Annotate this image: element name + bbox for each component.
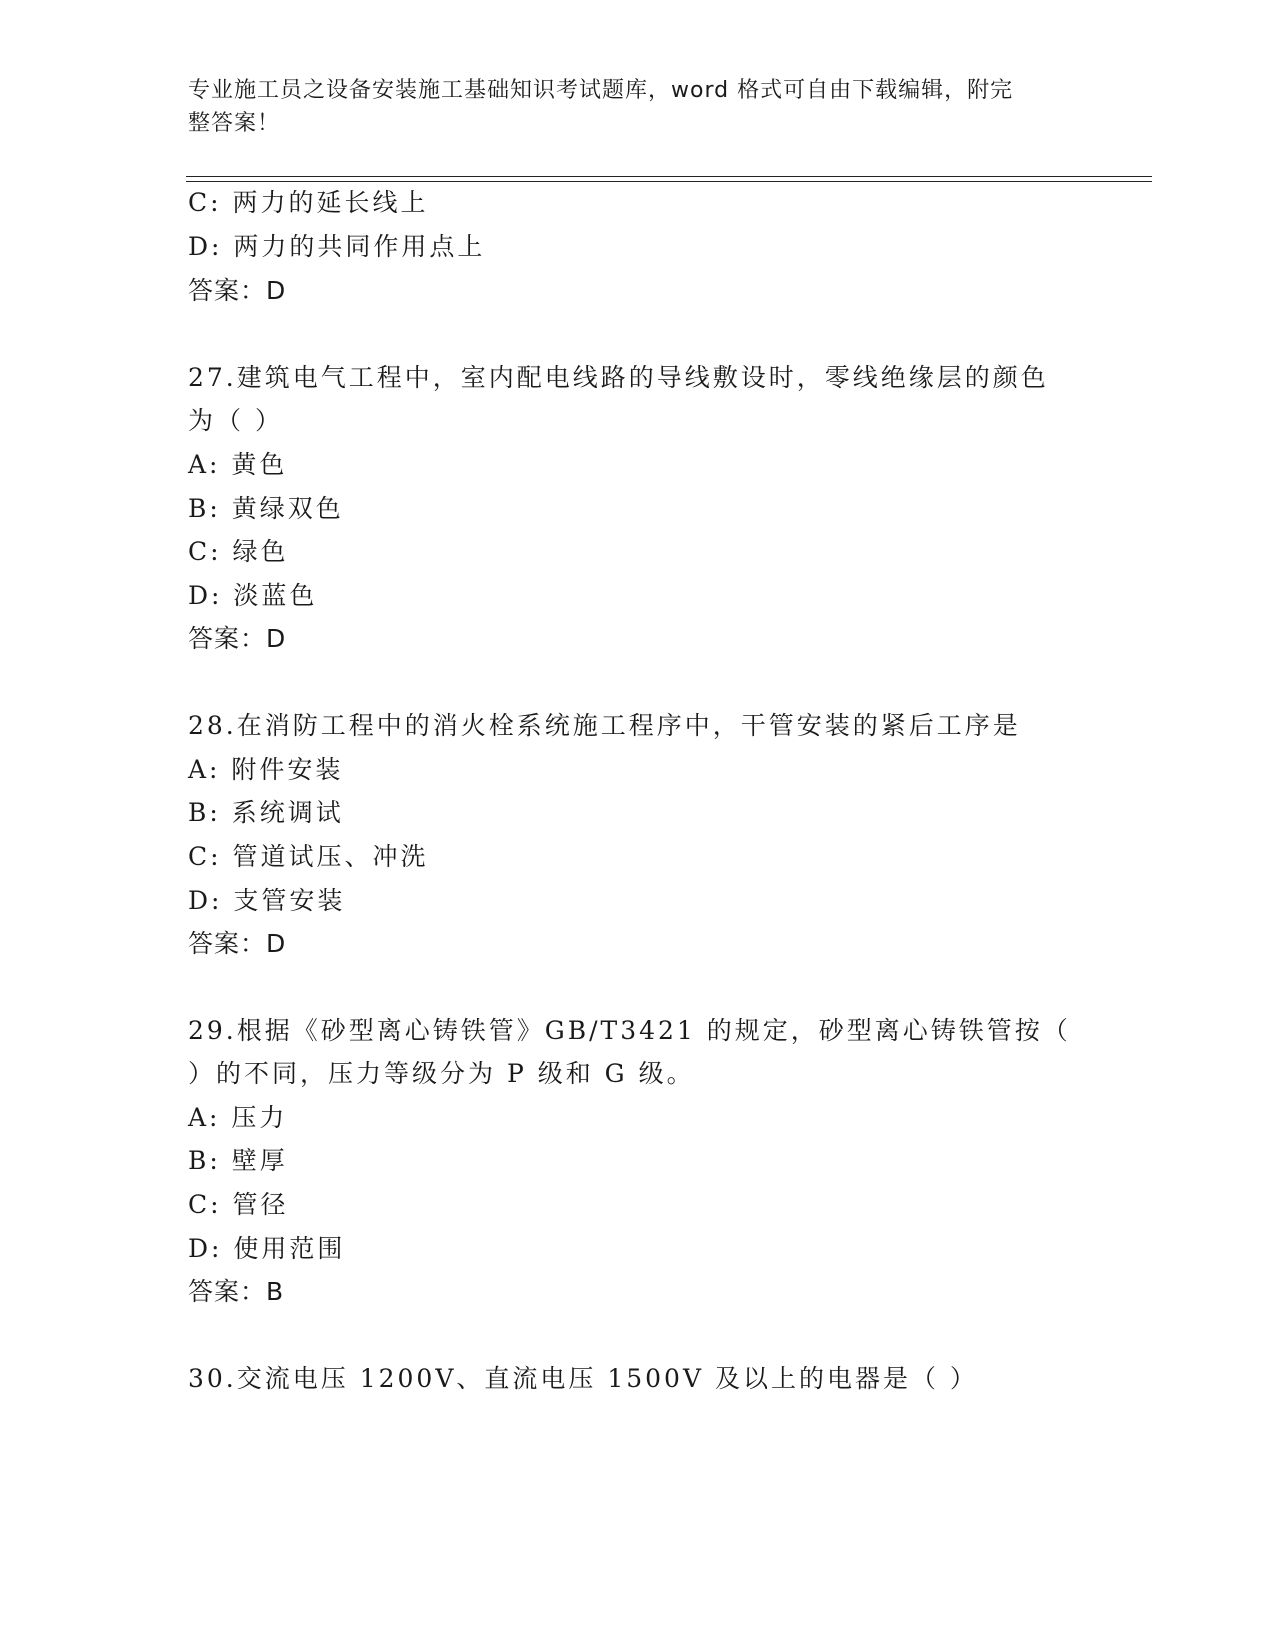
answer-line: 答案：D — [188, 276, 287, 305]
question-line: 29.根据《砂型离心铸铁管》GB/T3421 的规定，砂型离心铸铁管按（ — [188, 1016, 1071, 1045]
answer-line: 答案：D — [188, 929, 287, 958]
header-line-1: 专业施工员之设备安装施工基础知识考试题库，word 格式可自由下载编辑，附完 — [188, 78, 1014, 103]
option-line: D: 淡蓝色 — [188, 581, 318, 610]
header-line-2: 整答案！ — [188, 111, 281, 136]
option-line: A: 附件安装 — [188, 755, 344, 784]
answer-line: 答案：B — [188, 1277, 285, 1306]
header-rule-bottom — [186, 181, 1152, 182]
option-line: B: 壁厚 — [188, 1146, 288, 1175]
option-line: A: 黄色 — [188, 450, 288, 479]
option-line: B: 系统调试 — [188, 798, 344, 827]
option-line: A: 压力 — [188, 1103, 288, 1132]
option-line: C: 绿色 — [188, 537, 289, 566]
option-line: B: 黄绿双色 — [188, 494, 344, 523]
option-line: C: 管径 — [188, 1190, 289, 1219]
header-rule-top — [186, 176, 1152, 177]
document-header — [188, 74, 1068, 140]
option-line: C: 两力的延长线上 — [188, 188, 429, 217]
question-line: 28.在消防工程中的消火栓系统施工程序中，干管安装的紧后工序是 — [188, 711, 1021, 740]
question-line: 为（ ） — [188, 406, 283, 435]
question-line: 27.建筑电气工程中，室内配电线路的导线敷设时，零线绝缘层的颜色 — [188, 363, 1049, 392]
option-line: D: 支管安装 — [188, 886, 346, 915]
option-line: D: 两力的共同作用点上 — [188, 232, 486, 261]
option-line: C: 管道试压、冲洗 — [188, 842, 429, 871]
question-line: ）的不同，压力等级分为 P 级和 G 级。 — [188, 1059, 695, 1088]
answer-line: 答案：D — [188, 624, 287, 653]
question-line: 30.交流电压 1200V、直流电压 1500V 及以上的电器是（ ） — [188, 1364, 978, 1393]
option-line: D: 使用范围 — [188, 1234, 346, 1263]
